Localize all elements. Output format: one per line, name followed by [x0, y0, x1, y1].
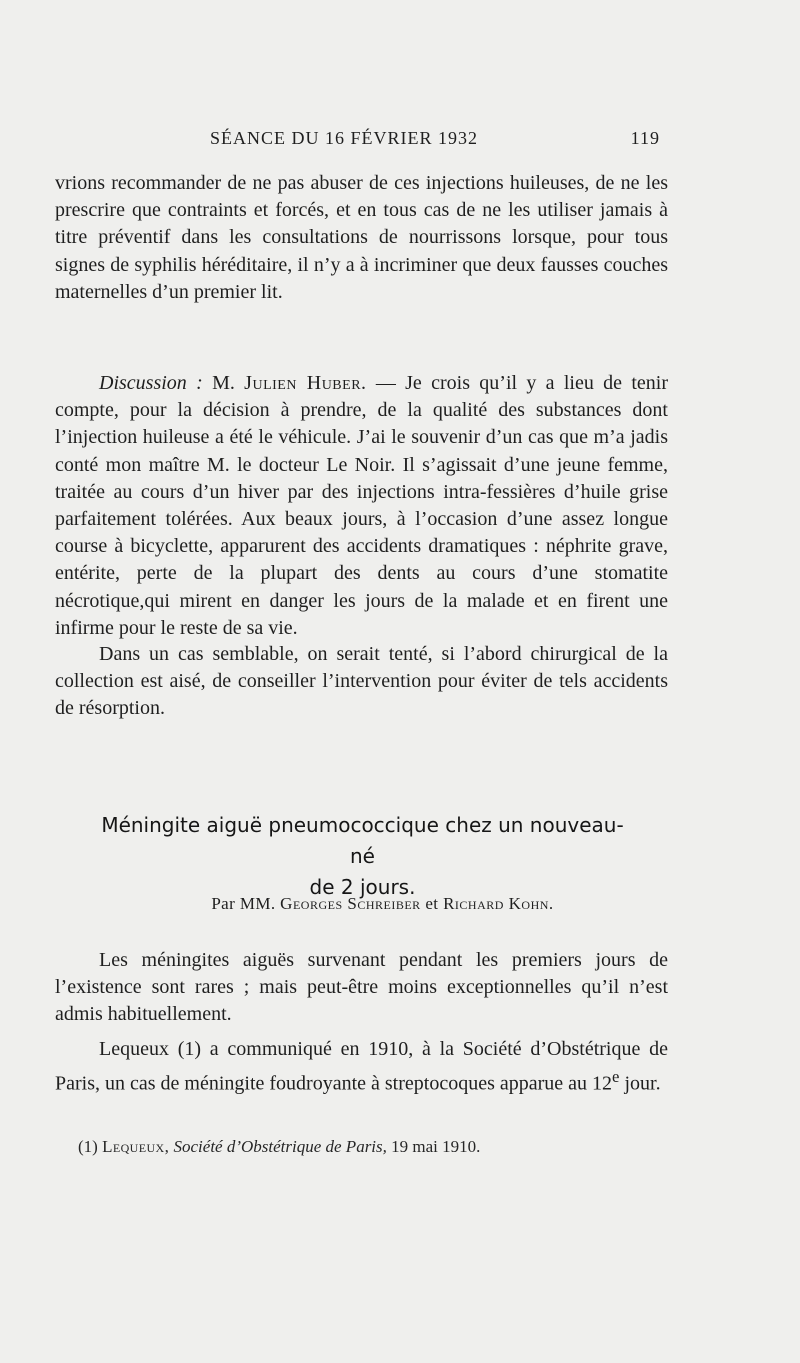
lequeux-text: Lequeux (1) a communiqué en 1910, à la Société d’Obstétrique de Paris, un cas de méningite foudroyante à streptocoques apparue au 12	[55, 1038, 668, 1095]
footnote-journal: Société d’Obstétrique de Paris,	[173, 1137, 387, 1156]
discussion-speaker-name: Julien Huber.	[244, 372, 367, 394]
author-kohn: Richard Kohn.	[443, 894, 554, 913]
author-schreiber: Georges Schreiber	[280, 894, 421, 913]
discussion-label: Discussion :	[99, 372, 203, 394]
superscript-e: e	[612, 1067, 620, 1087]
article-title-line-1: Méningite aiguë pneumococcique chez un nouveau-né	[101, 813, 624, 868]
discussion-text: — Je crois qu’il y a lieu de tenir compte, pour la décision à prendre, de la qualité des substances dont l’injection huileuse a été le véhicule. J’ai le souvenir d’un cas que m’a jadis conté mon maître M. le docteur Le Noir. Il s’agissait d’une jeune femme, traitée au cours d’un hiver par des injections intra-fessières d’huile grise parfaitement tolérées. Aux beaux jours, à l’occasion d’une assez longue course à bicyclette, apparurent des accidents dramatiques : néphrite grave, entérite, perte de la plupart des dents au cours d’une stomatite nécrotique,qui mirent en danger les jours de la malade et en firent une infirme pour le reste de sa vie.	[55, 372, 668, 639]
paragraph-continuation: vrions recommander de ne pas abuser de ces injections huileuses, de ne les prescrire que contraints et forcés, et en tous cas de ne les utiliser jamais à titre préventif dans les consultations de nourrissons lorsque, pour tous signes de syphilis héréditaire, il n’y a à incriminer que deux fausses couches maternelles d’un premier lit.	[55, 172, 668, 303]
article-title	[90, 810, 635, 903]
running-head	[210, 128, 660, 156]
page-number: 119	[630, 128, 660, 148]
paragraph-lequeux	[55, 1036, 668, 1098]
running-head-title: SÉANCE DU 16 FÉVRIER 1932	[210, 128, 479, 148]
footnote	[78, 1136, 668, 1158]
discussion-paragraph	[55, 370, 668, 642]
lequeux-text-end: jour.	[619, 1072, 661, 1095]
paragraph-meningitis-intro: Les méningites aiguës survenant pendant les premiers jours de l’existence sont rares ; mais peut-être moins exceptionnelles qu’il n’est admis habituellement.	[55, 949, 668, 1026]
authors-conjunction: et	[425, 894, 439, 913]
paragraph-resorption: Dans un cas semblable, on serait tenté, si l’abord chirurgical de la collection est aisé, de conseiller l’intervention pour éviter de tels accidents de résorption.	[55, 643, 668, 720]
footnote-author: Lequeux,	[102, 1137, 170, 1156]
footnote-date: 19 mai 1910.	[391, 1137, 481, 1156]
article-authors	[120, 894, 645, 914]
authors-prefix: Par MM.	[211, 894, 276, 913]
discussion-speaker-title: M.	[212, 372, 235, 394]
footnote-number: (1)	[78, 1137, 98, 1156]
article-title-line-2: de 2 jours.	[309, 875, 416, 899]
